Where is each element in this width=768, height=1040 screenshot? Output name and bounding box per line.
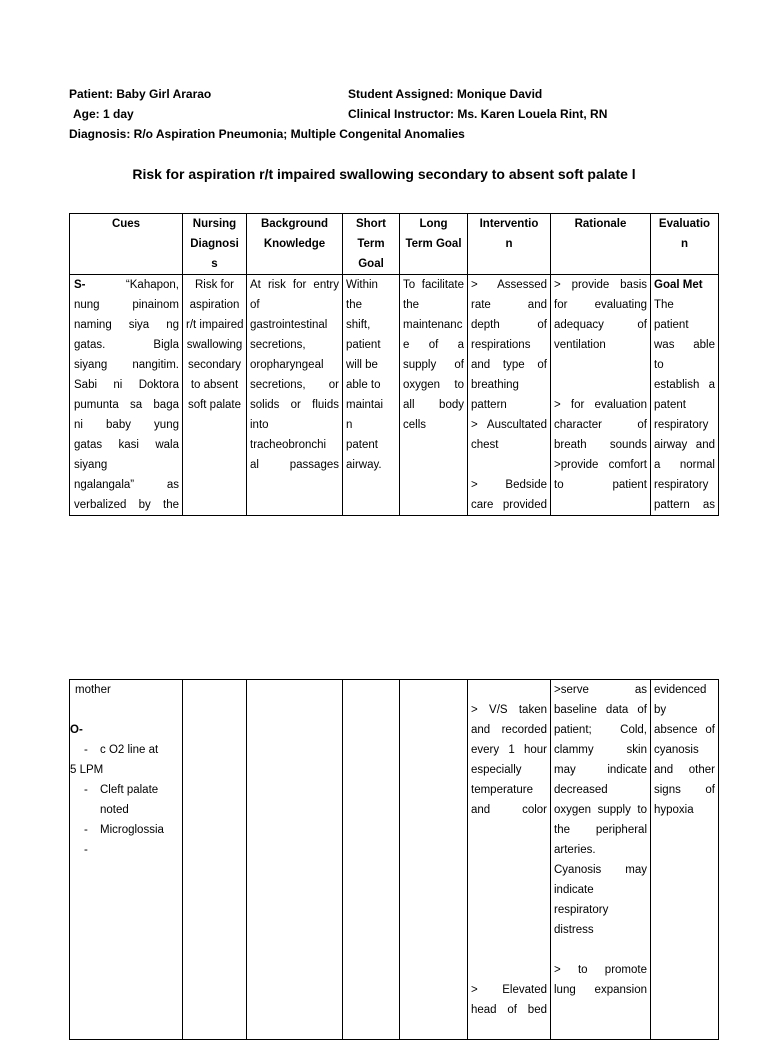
text-line: airway. xyxy=(346,459,382,471)
text-line: temperature xyxy=(471,784,534,796)
objective-cue-continuation: 5 LPM xyxy=(70,764,104,776)
patient-name: Patient: Baby Girl Ararao xyxy=(69,87,212,101)
text-line: rate and xyxy=(471,299,547,311)
text-line: able to xyxy=(346,379,381,391)
text-line: the xyxy=(403,299,419,311)
text-line: may indicate xyxy=(554,764,647,776)
objective-cue-item xyxy=(70,820,179,840)
cues-cell xyxy=(70,275,183,516)
text-line: siyang nangitim. xyxy=(74,359,179,371)
objective-cue-continuation: noted xyxy=(100,804,129,816)
text-line: supply of xyxy=(403,359,464,371)
text-line: pattern as xyxy=(654,499,715,511)
text-line: oxygen supply to xyxy=(554,804,647,816)
blank-line xyxy=(554,375,647,395)
text-line: pumunta sa baga xyxy=(74,399,179,411)
bullet-dash: - xyxy=(84,784,88,796)
bullet-dash: - xyxy=(84,844,88,856)
text-line: Long xyxy=(419,218,448,230)
text-line: oxygen to xyxy=(403,379,464,391)
text-line: head of bed xyxy=(471,1004,547,1016)
text-line: respiratory xyxy=(654,419,709,431)
text-line: chest xyxy=(471,439,499,451)
short-term-goal-cell xyxy=(343,275,400,516)
text-line: siyang xyxy=(74,459,108,471)
text-line: patient xyxy=(346,339,381,351)
text-line: absence of xyxy=(654,724,715,736)
text-line: Risk for xyxy=(195,279,234,291)
text-line: To facilitate xyxy=(403,279,464,291)
rationale-cell xyxy=(551,680,651,1040)
text-line: secretions, or xyxy=(250,379,339,391)
text-line: Goal xyxy=(358,258,384,270)
blank-line xyxy=(471,840,547,860)
text-line: into xyxy=(250,419,269,431)
text-line: pattern xyxy=(471,399,507,411)
text-line: lung expansion xyxy=(554,984,647,996)
text-line: Short xyxy=(355,218,387,230)
cues-line: “Kahapon, xyxy=(125,279,179,291)
text-line: ngalangala” as xyxy=(74,479,179,491)
text-line: s xyxy=(211,258,218,270)
text-line: the peripheral xyxy=(554,824,647,836)
text-line: to absent xyxy=(190,379,239,391)
short-term-goal-cell xyxy=(343,680,400,1040)
text-line: shift, xyxy=(346,319,371,331)
text-line: care provided xyxy=(471,499,547,511)
text-line: hypoxia xyxy=(654,804,694,816)
text-line: and other xyxy=(654,764,715,776)
table-row xyxy=(70,275,719,516)
patient-age: Age: 1 day xyxy=(73,107,134,121)
objective-cues-list xyxy=(70,740,179,860)
text-line: oropharyngeal xyxy=(250,359,324,371)
text-line: for evaluating xyxy=(554,299,647,311)
blank-line xyxy=(554,940,647,960)
text-line: airway and xyxy=(654,439,715,451)
col-background-knowledge xyxy=(247,214,343,275)
text-line: signs of xyxy=(654,784,715,796)
text-line: At risk for entry xyxy=(250,279,339,291)
text-line: gatas kasi wala xyxy=(74,439,179,451)
objective-cue-text: Cleft palate xyxy=(100,784,159,796)
col-long-term-goal xyxy=(400,214,468,275)
text-line: Background xyxy=(260,218,329,230)
text-line: depth of xyxy=(471,319,547,331)
text-line: respirations xyxy=(471,339,531,351)
text-line: breathing xyxy=(471,379,519,391)
objective-cue-item xyxy=(70,780,179,800)
student-assigned: Student Assigned: Monique David xyxy=(348,87,543,101)
cues-line: mother xyxy=(75,684,111,696)
care-plan-table-page1 xyxy=(69,213,719,516)
long-term-goal-cell xyxy=(400,275,468,516)
objective-label: O- xyxy=(70,724,83,736)
text-line: gastrointestinal xyxy=(250,319,328,331)
text-line: and type of xyxy=(471,359,547,371)
text-line: character of xyxy=(554,419,647,431)
col-nursing-diagnosis xyxy=(183,214,247,275)
text-line: respiratory xyxy=(654,479,709,491)
text-line: arteries. xyxy=(554,844,596,856)
text-line: > Bedside xyxy=(471,479,547,491)
text-line: the xyxy=(346,299,362,311)
text-line: adequacy of xyxy=(554,319,647,331)
bullet-dash: - xyxy=(84,744,88,756)
text-line: e of a xyxy=(403,339,464,351)
text-line: patent xyxy=(346,439,378,451)
goal-met-label: Goal Met xyxy=(654,279,703,291)
text-line: > to promote xyxy=(554,964,647,976)
text-line: solids or fluids xyxy=(250,399,339,411)
blank-line xyxy=(471,680,547,700)
text-line: establish a xyxy=(654,379,715,391)
col-short-term-goal xyxy=(343,214,400,275)
evaluation-cell xyxy=(651,680,719,1040)
subjective-label: S- xyxy=(74,279,86,291)
text-line: ni baby yung xyxy=(74,419,179,431)
text-line: naming siya ng xyxy=(74,319,179,331)
text-line: soft palate xyxy=(187,399,242,411)
nursing-diagnosis-cell xyxy=(183,680,247,1040)
intervention-cell xyxy=(468,275,551,516)
text-line: Knowledge xyxy=(263,238,326,250)
cues-cell xyxy=(70,680,183,1040)
nursing-diagnosis-title: Risk for aspiration r/t impaired swallowing secondary to absent soft palate l xyxy=(132,166,636,182)
text-line: > provide basis xyxy=(554,279,647,291)
blank-line xyxy=(471,455,547,475)
text-line: cyanosis xyxy=(654,744,699,756)
blank-line xyxy=(471,820,547,840)
text-line: patient; Cold, xyxy=(554,724,647,736)
text-line: Sabi ni Doktora xyxy=(74,379,179,391)
text-line: indicate xyxy=(554,884,594,896)
text-line: secondary xyxy=(187,359,242,371)
blank-line xyxy=(471,960,547,980)
diagnosis: Diagnosis: R/o Aspiration Pneumonia; Multiple Congenital Anomalies xyxy=(69,127,465,141)
text-line: of xyxy=(250,299,260,311)
text-line: and recorded xyxy=(471,724,547,736)
text-line: decreased xyxy=(554,784,608,796)
text-line: tracheobronchi xyxy=(250,439,327,451)
objective-cue-item xyxy=(70,740,179,760)
blank-line xyxy=(471,880,547,900)
text-line: Nursing xyxy=(192,218,237,230)
text-line: was able xyxy=(654,339,715,351)
blank-line xyxy=(471,900,547,920)
objective-cue-text: c O2 line at xyxy=(100,744,159,756)
text-line: > Auscultated xyxy=(471,419,547,431)
text-line: every 1 hour xyxy=(471,744,547,756)
bullet-dash: - xyxy=(84,824,88,836)
text-line: cells xyxy=(403,419,427,431)
nursing-diagnosis-cell xyxy=(183,275,247,516)
col-evaluation xyxy=(651,214,719,275)
blank-line xyxy=(471,940,547,960)
text-line: Cyanosis may xyxy=(554,864,647,876)
blank-line xyxy=(554,355,647,375)
intervention-cell xyxy=(468,680,551,1040)
text-line: patient xyxy=(654,319,689,331)
header-row xyxy=(70,214,719,275)
text-line: patent xyxy=(654,399,686,411)
text-line: al passages xyxy=(250,459,339,471)
text-line: all body xyxy=(403,399,464,411)
text-line: > for evaluation xyxy=(554,399,647,411)
text-line: respiratory xyxy=(554,904,609,916)
text-line: ventilation xyxy=(554,339,606,351)
text-line: >serve as xyxy=(554,684,647,696)
text-line: to xyxy=(654,359,664,371)
text-line: evidenced xyxy=(654,684,707,696)
objective-cue-text: Microglossia xyxy=(100,824,164,836)
text-line: swallowing xyxy=(186,339,243,351)
text-line: Diagnosi xyxy=(190,238,239,250)
text-line: >provide comfort xyxy=(554,459,647,471)
text-line: > Assessed xyxy=(471,279,547,291)
text-line: > Elevated xyxy=(471,984,547,996)
text-line: nung pinainom xyxy=(74,299,179,311)
col-rationale: Rationale xyxy=(551,214,651,275)
text-line: Evaluatio xyxy=(658,218,711,230)
text-line: aspiration xyxy=(189,299,240,311)
text-line: will be xyxy=(346,359,378,371)
text-line: by xyxy=(654,704,667,716)
text-line: baseline data of xyxy=(554,704,647,716)
text-line: Within xyxy=(346,279,378,291)
text-line: n xyxy=(680,238,689,250)
text-line: gatas. Bigla xyxy=(74,339,179,351)
rationale-cell xyxy=(551,275,651,516)
text-line: > V/S taken xyxy=(471,704,547,716)
long-term-goal-cell xyxy=(400,680,468,1040)
text-line: maintenanc xyxy=(403,319,463,331)
blank-line xyxy=(471,920,547,940)
text-line: Term xyxy=(357,238,385,250)
text-line: breath sounds xyxy=(554,439,647,451)
care-plan-table-page2 xyxy=(69,679,719,1040)
text-line: distress xyxy=(554,924,594,936)
text-line: Interventio xyxy=(479,218,539,230)
text-line: verbalized by the xyxy=(74,499,179,511)
text-line: secretions, xyxy=(250,339,306,351)
evaluation-cell xyxy=(651,275,719,516)
text-line: r/t impaired xyxy=(186,319,244,331)
text-line: to patient xyxy=(554,479,647,491)
text-line: a normal xyxy=(654,459,715,471)
col-intervention xyxy=(468,214,551,275)
text-line: especially xyxy=(471,764,522,776)
text-line: clammy skin xyxy=(554,744,647,756)
text-line: n xyxy=(346,419,353,431)
blank-line xyxy=(471,860,547,880)
text-line: The xyxy=(654,299,674,311)
clinical-instructor: Clinical Instructor: Ms. Karen Louela Rint, RN xyxy=(348,107,608,121)
text-line: n xyxy=(505,238,513,250)
text-line: and color xyxy=(471,804,547,816)
background-cell xyxy=(247,680,343,1040)
objective-cue-item xyxy=(70,840,179,860)
table-row xyxy=(70,680,719,1040)
background-cell xyxy=(247,275,343,516)
text-line: Term Goal xyxy=(405,238,462,250)
text-line: maintai xyxy=(346,399,384,411)
col-cues: Cues xyxy=(70,214,183,275)
